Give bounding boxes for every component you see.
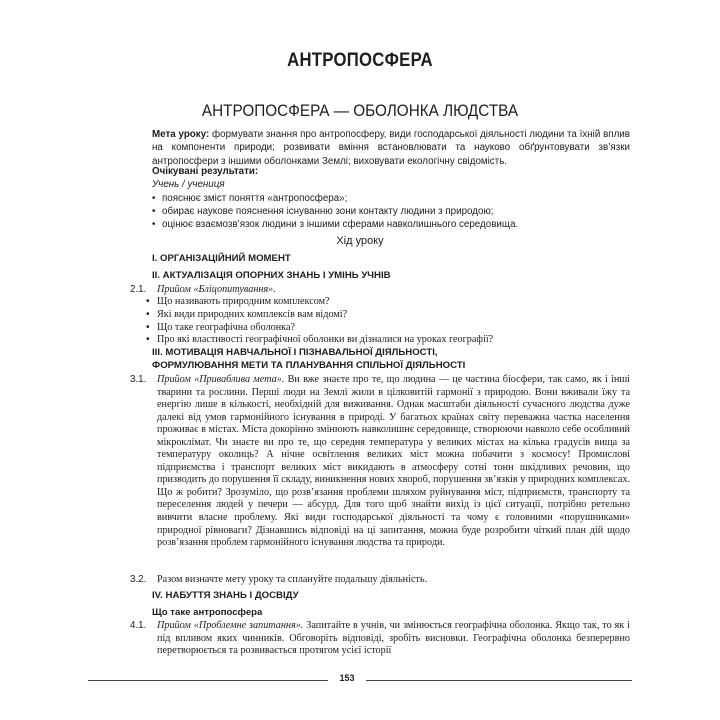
list-item: • Які види природних комплексів вам відомі? — [146, 309, 630, 322]
section-heading: ІV. НАБУТТЯ ЗНАНЬ І ДОСВІДУ — [152, 590, 299, 601]
footer-rule-left — [88, 680, 328, 681]
lesson-goal — [152, 128, 630, 168]
results-list — [152, 192, 630, 232]
item-text: Запитайте в учнів, чи змінюється географічна оболонка. Якщо так, то як і під впливом яких чинників. Обговоріть відповіді, зробіть висновки. Географічна оболонка безперервно перетворюється та розвивається протягом усієї історії — [157, 620, 630, 657]
question-list — [146, 296, 630, 347]
section-heading — [152, 347, 465, 372]
list-item: • Що називають природним комплексом? — [146, 296, 630, 309]
item-number: 2.1. — [130, 284, 147, 295]
item-3-2 — [130, 574, 630, 587]
item-number: 3.1. — [130, 374, 147, 385]
item-2-1 — [130, 284, 630, 297]
list-item: • обирає наукове пояснення існуванню зони контакту людини з природою; — [152, 205, 630, 218]
item-text: Разом визначте мету уроку та сплануйте подальшу діяльність. — [157, 574, 428, 585]
section-heading-line: ІІІ. МОТИВАЦІЯ НАВЧАЛЬНОЇ І ПІЗНАВАЛЬНОЇ ДІЯЛЬНОСТІ, — [152, 347, 438, 358]
item-number: 4.1. — [130, 620, 147, 631]
section-heading: І. ОРГАНІЗАЦІЙНИЙ МОМЕНТ — [152, 253, 291, 264]
lesson-title: АНТРОПОСФЕРА — ОБОЛОНКА ЛЮДСТВА — [201, 101, 519, 120]
list-item: • оцінює взаємозв’язок людини з іншими сферами навколишнього середовища. — [152, 218, 630, 231]
subsection-heading: Що таке антропосфера — [152, 607, 263, 618]
list-item: • пояснює зміст поняття «антропосфера»; — [152, 192, 630, 205]
course-title: Хід уроку — [336, 235, 384, 247]
section-heading: ІІ. АКТУАЛІЗАЦІЯ ОПОРНИХ ЗНАНЬ І УМІНЬ УЧНІВ — [152, 270, 391, 281]
method-name: Прийом «Проблемне запитання». — [157, 620, 304, 631]
method-name: Прийом «Приваблива мета». — [157, 374, 285, 385]
footer-rule-right — [366, 680, 632, 681]
list-item: • Про які властивості географічної оболонки ви дізналися на уроках географії? — [146, 334, 630, 347]
item-number: 3.2. — [130, 574, 147, 585]
goal-text: формувати знання про антропосферу, види господарської діяльності людини та їхній вплив на компоненти природи; розвивати вміння встановлювати та науково обґрунтовувати зв’язки антропосфери з іншими оболонками Землі; виховувати екологічну свідомість. — [152, 129, 630, 167]
goal-label: Мета уроку: — [152, 129, 210, 140]
method-name: Прийом «Бліцопитування». — [157, 284, 276, 295]
page-number: 153 — [339, 673, 355, 683]
item-text: Ви вже знаєте про те, що людина — це частина біосфери, так само, як і інші тварини та рослини. Перші люди на Землі жили в цілковитій гармонії з природою. Вони вживали їжу та енергію лише в кількості, необхідній для виживання. Однак масштаби діяльності сучасного людства дуже далекі від умов гармонійного існування в природі. У багатьох країнах світу переважна частка населення проживає в містах. Міста докорінно змінюють навколишнє середовище, створюючи навколо себе особливий мікроклімат. Чи знаєте ви про те, що середня температура у великих містах на кілька градусів вища за температуру околиць? А нічне освітлення великих міст можна побачити з космосу! Промислові підприємства і транспорт великих міст викидають в атмосферу сотні тонн шкідливих речовин, що призводить до порушення її складу, виникнення нових хвороб, порушення зв’язків у природних комплексах. Що ж робити? Зрозуміло, що розв’язання проблеми шляхом руйнування міст, підприємств, транспорту та переселення людей у печери — абсурд. Для того щоб знайти вихід із цієї ситуації, потрібно ретельно вивчити власне проблему. Які види господарської діяльності та чому є головними «порушниками» природної рівноваги? Дізнавшись відповіді на ці запитання, можна буде розробити чіткий план дій щодо розв’язання проблем гармонійного існування людства та природи. — [157, 374, 630, 549]
list-item: • Що таке географічна оболонка? — [146, 322, 630, 335]
results-heading: Очікувані результати: — [152, 166, 259, 177]
section-heading-line: ФОРМУЛЮВАННЯ МЕТИ ТА ПЛАНУВАННЯ СПІЛЬНОЇ ДІЯЛЬНОСТІ — [152, 359, 466, 371]
expected-results — [152, 165, 630, 231]
item-3-1 — [130, 374, 630, 550]
results-who: Учень / учениця — [152, 179, 225, 191]
item-4-1 — [130, 620, 630, 658]
page-title: АНТРОПОСФЕРА — [287, 50, 433, 71]
